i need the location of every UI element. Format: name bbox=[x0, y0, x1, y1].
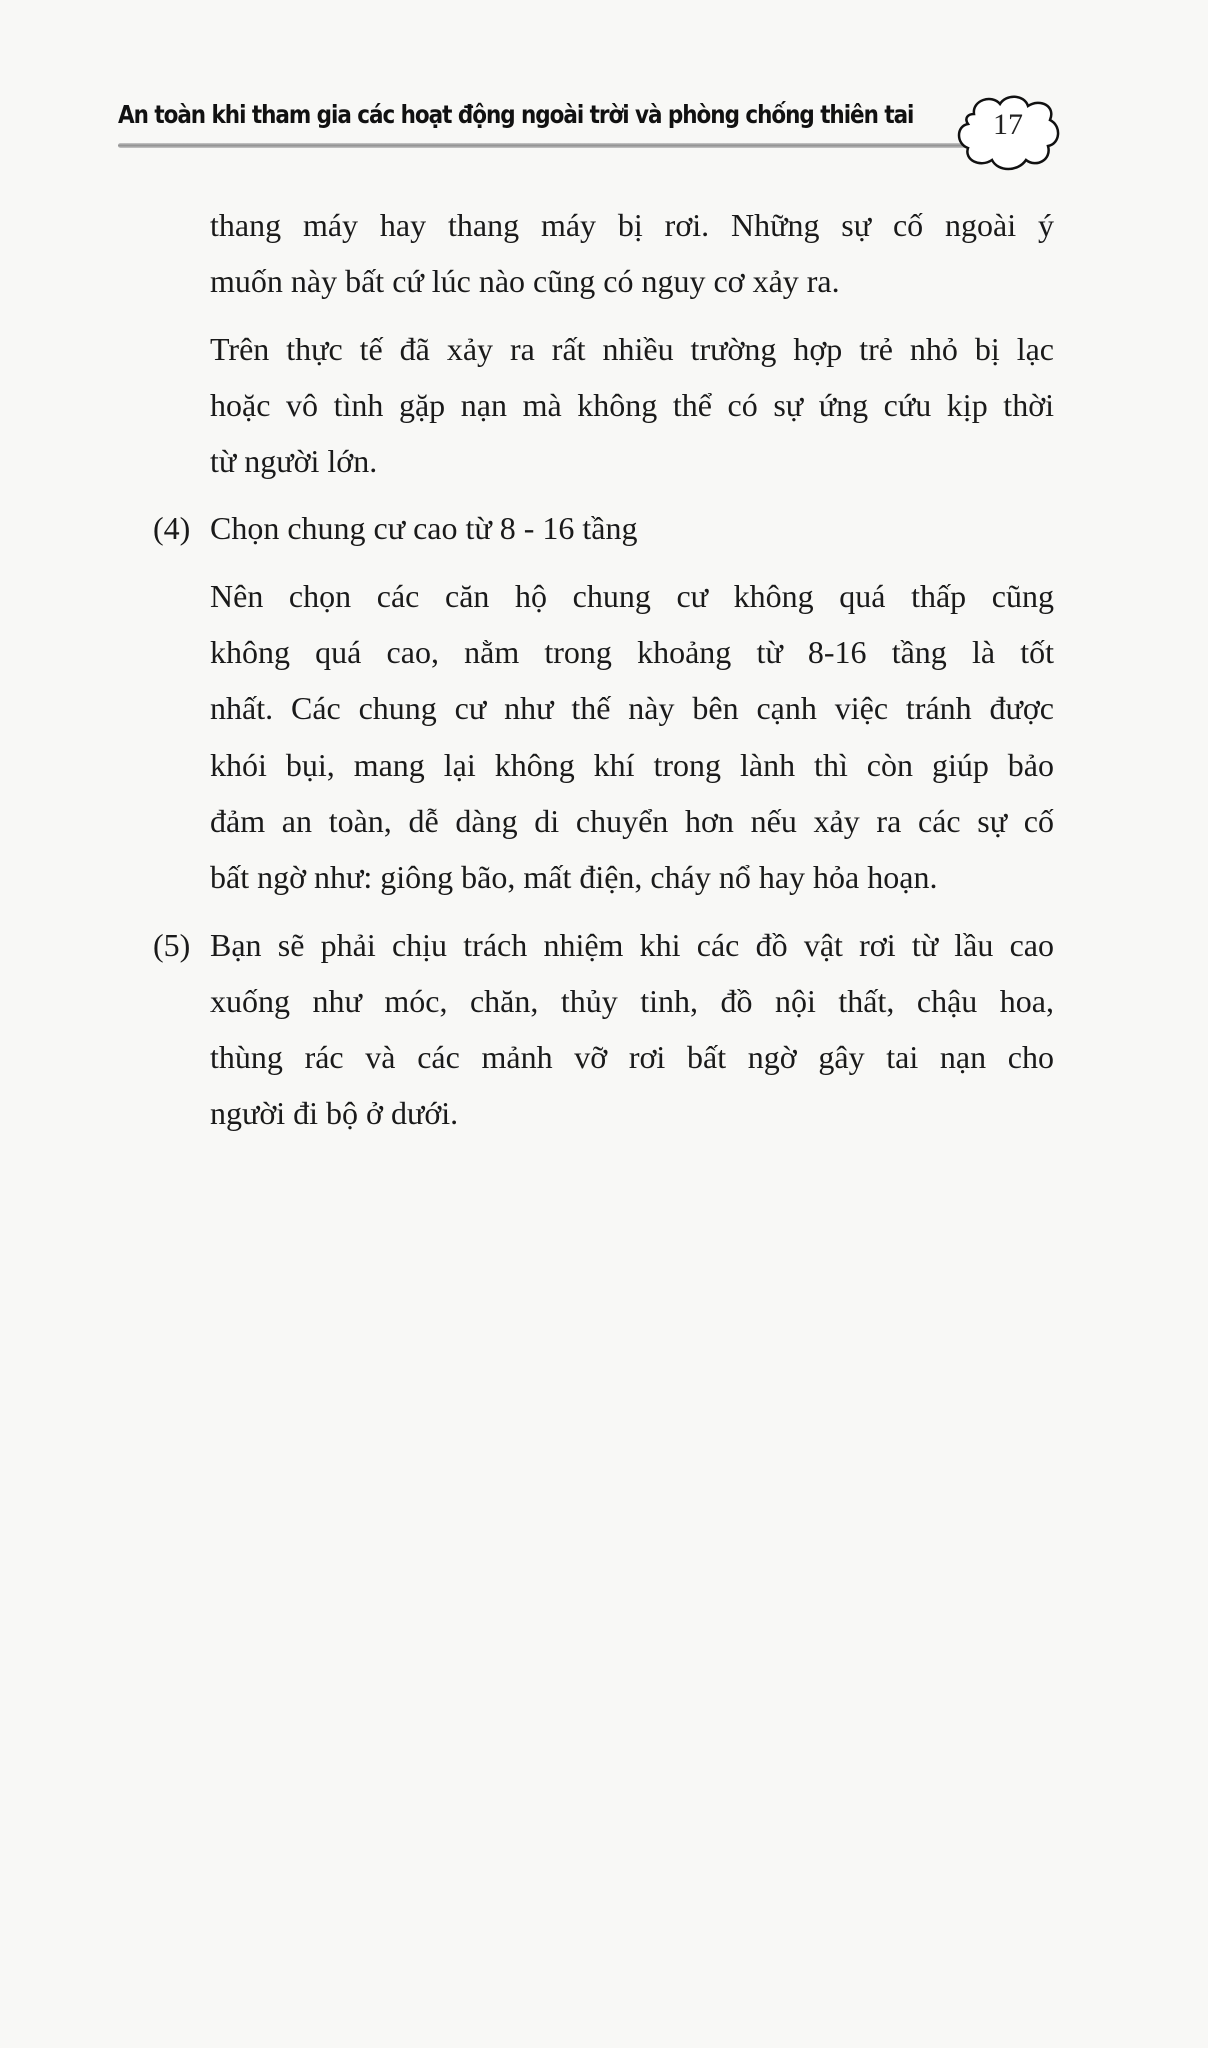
paragraph bbox=[210, 568, 1054, 906]
text-line: thùng rác và các mảnh vỡ rơi bất ngờ gây tai nạn cho bbox=[210, 1039, 1054, 1076]
text-line: nhất. Các chung cư như thế này bên cạnh việc tránh được bbox=[210, 690, 1054, 727]
page-number: 17 bbox=[993, 108, 1023, 141]
item-number: (4) bbox=[153, 510, 191, 547]
paragraph bbox=[210, 321, 1054, 490]
text-line: xuống như móc, chăn, thủy tinh, đồ nội thất, chậu hoa, bbox=[210, 982, 1054, 1019]
text-line: khói bụi, mang lại không khí trong lành thì còn giúp bảo bbox=[210, 746, 1054, 783]
header-divider bbox=[118, 143, 968, 148]
page-body bbox=[153, 197, 1054, 1153]
text-line: Nên chọn các căn hộ chung cư không quá thấp cũng bbox=[210, 577, 1054, 614]
paragraph bbox=[210, 197, 1054, 310]
text-line: bất ngờ như: giông bão, mất điện, cháy nổ hay hỏa hoạn. bbox=[210, 859, 938, 896]
text-line: từ người lớn. bbox=[210, 443, 378, 480]
item-number: (5) bbox=[153, 926, 191, 963]
running-header-title: An toàn khi tham gia các hoạt động ngoài trời và phòng chống thiên tai bbox=[118, 100, 914, 129]
numbered-item bbox=[153, 917, 1054, 1142]
text-line: người đi bộ ở dưới. bbox=[210, 1095, 459, 1132]
text-line: đảm an toàn, dễ dàng di chuyển hơn nếu xảy ra các sự cố bbox=[210, 802, 1054, 839]
text-line: Trên thực tế đã xảy ra rất nhiều trường hợp trẻ nhỏ bị lạc bbox=[210, 330, 1054, 367]
text-line: Chọn chung cư cao từ 8 - 16 tầng bbox=[210, 510, 638, 547]
text-line: Bạn sẽ phải chịu trách nhiệm khi các đồ vật rơi từ lầu cao bbox=[210, 926, 1054, 963]
text-line: không quá cao, nằm trong khoảng từ 8-16 tầng là tốt bbox=[210, 634, 1054, 671]
text-line: hoặc vô tình gặp nạn mà không thể có sự ứng cứu kịp thời bbox=[210, 386, 1054, 423]
text-line: muốn này bất cứ lúc nào cũng có nguy cơ xảy ra. bbox=[210, 263, 840, 300]
numbered-item bbox=[153, 500, 1054, 556]
text-line: thang máy hay thang máy bị rơi. Những sự cố ngoài ý bbox=[210, 207, 1054, 243]
